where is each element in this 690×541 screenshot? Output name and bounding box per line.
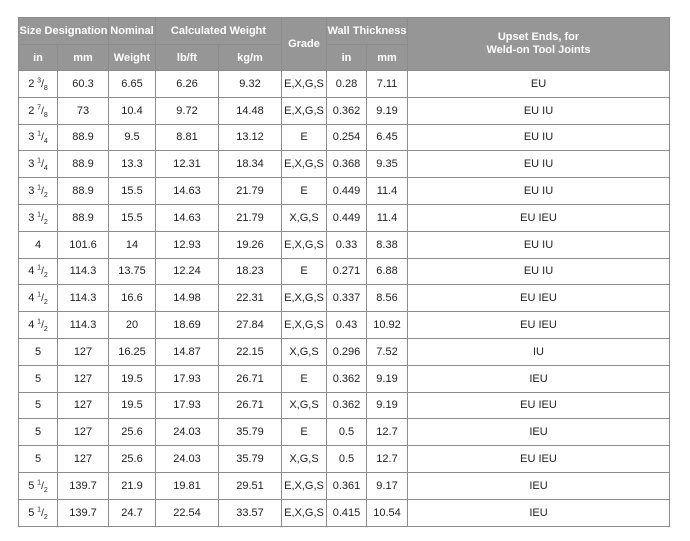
table-row <box>19 204 670 231</box>
wall-mm-cell: 10.54 <box>367 499 408 526</box>
header-upset-line2: Weld-on Tool Joints <box>486 44 591 56</box>
grade-cell: X,G,S <box>282 204 327 231</box>
size-mm-cell: 139.7 <box>58 472 109 499</box>
size-fraction <box>34 291 48 307</box>
header-calculated-weight: Calculated Weight <box>156 18 282 45</box>
grade-cell: X,G,S <box>282 392 327 419</box>
fraction-slash: / <box>41 320 44 332</box>
wall-mm-cell: 6.88 <box>367 258 408 285</box>
size-fraction <box>34 265 48 280</box>
grade-cell: E,X,G,S <box>282 499 327 526</box>
wall-mm-cell: 8.38 <box>367 231 408 258</box>
upset-ends-cell: EU IEU <box>408 392 670 419</box>
kg-per-m-cell: 14.48 <box>219 97 282 124</box>
nominal-weight-cell: 21.9 <box>109 472 156 499</box>
subheader-size-mm: mm <box>58 45 109 71</box>
size-mm-cell: 101.6 <box>58 231 109 258</box>
upset-ends-cell: EU IU <box>408 97 670 124</box>
subheader-nominal-weight: Weight <box>109 45 156 71</box>
wall-in-cell: 0.362 <box>327 365 367 392</box>
wall-in-cell: 0.362 <box>327 392 367 419</box>
wall-mm-cell: 7.52 <box>367 338 408 365</box>
upset-ends-cell: EU IEU <box>408 312 670 339</box>
subheader-size-in: in <box>19 45 58 71</box>
upset-ends-cell: EU IU <box>408 124 670 151</box>
wall-mm-cell: 9.19 <box>367 97 408 124</box>
grade-cell: E,X,G,S <box>282 312 327 339</box>
kg-per-m-cell: 33.57 <box>219 499 282 526</box>
wall-in-cell: 0.415 <box>327 499 367 526</box>
fraction-denominator: 8 <box>43 111 48 119</box>
header-upset-line1: Upset Ends, for <box>497 31 580 43</box>
header-grade: Grade <box>282 18 327 71</box>
fraction-numerator: 1 <box>37 131 42 139</box>
fraction-numerator: 1 <box>37 157 42 165</box>
kg-per-m-cell: 19.26 <box>219 231 282 258</box>
header-upset-ends <box>408 18 670 71</box>
size-whole: 3 <box>28 185 35 198</box>
header-size-designation: Size Designation <box>19 18 109 45</box>
fraction-numerator: 1 <box>37 291 42 299</box>
nominal-weight-cell: 19.5 <box>109 392 156 419</box>
size-mm-cell: 127 <box>58 419 109 446</box>
fraction-numerator: 1 <box>37 318 42 326</box>
table-row <box>19 312 670 339</box>
lb-per-ft-cell: 24.03 <box>156 446 219 473</box>
size-in-cell <box>19 338 58 365</box>
size-in-cell <box>19 392 58 419</box>
size-mm-cell: 139.7 <box>58 499 109 526</box>
fraction-slash: / <box>41 78 44 90</box>
kg-per-m-cell: 18.34 <box>219 151 282 178</box>
table-row <box>19 178 670 205</box>
kg-per-m-cell: 21.79 <box>219 178 282 205</box>
wall-mm-cell: 10.92 <box>367 312 408 339</box>
kg-per-m-cell: 22.31 <box>219 285 282 312</box>
fraction-denominator: 2 <box>43 299 48 307</box>
wall-in-cell: 0.296 <box>327 338 367 365</box>
lb-per-ft-cell: 9.72 <box>156 97 219 124</box>
subheader-wall-in: in <box>327 45 367 71</box>
kg-per-m-cell: 26.71 <box>219 392 282 419</box>
size-whole: 3 <box>28 131 35 144</box>
size-fraction <box>34 318 48 334</box>
grade-cell: E <box>282 419 327 446</box>
fraction-numerator: 7 <box>37 104 42 112</box>
fraction-numerator: 3 <box>37 77 42 85</box>
lb-per-ft-cell: 14.87 <box>156 338 219 365</box>
kg-per-m-cell: 35.79 <box>219 419 282 446</box>
size-in-cell <box>19 151 58 178</box>
nominal-weight-cell: 15.5 <box>109 178 156 205</box>
wall-mm-cell: 12.7 <box>367 419 408 446</box>
header-nominal: Nominal <box>109 18 156 45</box>
fraction-denominator: 2 <box>43 326 48 334</box>
size-whole: 4 <box>34 238 42 251</box>
pipe-spec-table-container <box>18 17 669 527</box>
fraction-denominator: 2 <box>43 218 48 226</box>
lb-per-ft-cell: 8.81 <box>156 124 219 151</box>
size-whole: 5 <box>34 399 42 412</box>
upset-ends-cell: EU IEU <box>408 204 670 231</box>
size-whole: 4 <box>28 265 35 278</box>
lb-per-ft-cell: 12.31 <box>156 151 219 178</box>
lb-per-ft-cell: 14.63 <box>156 178 219 205</box>
size-fraction <box>34 184 48 200</box>
kg-per-m-cell: 29.51 <box>219 472 282 499</box>
lb-per-ft-cell: 17.93 <box>156 392 219 419</box>
fraction-denominator: 2 <box>43 486 48 494</box>
wall-in-cell: 0.449 <box>327 204 367 231</box>
size-mm-cell: 127 <box>58 446 109 473</box>
nominal-weight-cell: 19.5 <box>109 365 156 392</box>
size-mm-cell: 127 <box>58 338 109 365</box>
wall-in-cell: 0.254 <box>327 124 367 151</box>
size-mm-cell: 114.3 <box>58 258 109 285</box>
nominal-weight-cell: 24.7 <box>109 499 156 526</box>
fraction-slash: / <box>41 480 44 492</box>
table-row <box>19 446 670 473</box>
fraction-slash: / <box>41 132 44 144</box>
nominal-weight-cell: 25.6 <box>109 419 156 446</box>
table-row <box>19 151 670 178</box>
wall-in-cell: 0.5 <box>327 446 367 473</box>
table-row <box>19 338 670 365</box>
size-fraction <box>34 131 48 146</box>
size-whole: 2 <box>28 77 35 90</box>
wall-in-cell: 0.5 <box>327 419 367 446</box>
table-row <box>19 285 670 312</box>
fraction-numerator: 1 <box>37 184 42 192</box>
size-whole: 5 <box>28 479 35 492</box>
upset-ends-cell: EU IU <box>408 151 670 178</box>
upset-ends-cell: EU IU <box>408 258 670 285</box>
kg-per-m-cell: 26.71 <box>219 365 282 392</box>
size-in-cell <box>19 312 58 339</box>
size-mm-cell: 88.9 <box>58 178 109 205</box>
lb-per-ft-cell: 24.03 <box>156 419 219 446</box>
wall-mm-cell: 7.11 <box>367 71 408 98</box>
table-row <box>19 392 670 419</box>
size-in-cell <box>19 472 58 499</box>
lb-per-ft-cell: 12.93 <box>156 231 219 258</box>
upset-ends-cell: EU IU <box>408 178 670 205</box>
size-whole: 5 <box>34 426 42 439</box>
upset-ends-cell: EU IEU <box>408 446 670 473</box>
size-in-cell <box>19 365 58 392</box>
size-whole: 5 <box>34 345 42 358</box>
size-fraction <box>34 481 47 492</box>
size-in-cell <box>19 97 58 124</box>
grade-cell: E <box>282 258 327 285</box>
size-mm-cell: 88.9 <box>58 204 109 231</box>
wall-in-cell: 0.271 <box>327 258 367 285</box>
fraction-numerator: 1 <box>37 211 42 219</box>
size-whole: 2 <box>28 104 35 117</box>
grade-cell: E,X,G,S <box>282 97 327 124</box>
lb-per-ft-cell: 17.93 <box>156 365 219 392</box>
table-row <box>19 419 670 446</box>
size-in-cell <box>19 124 58 151</box>
kg-per-m-cell: 18.23 <box>219 258 282 285</box>
table-row <box>19 231 670 258</box>
upset-ends-cell: EU IEU <box>408 285 670 312</box>
subheader-wall-mm: mm <box>367 45 408 71</box>
size-in-cell <box>19 204 58 231</box>
nominal-weight-cell: 9.5 <box>109 124 156 151</box>
lb-per-ft-cell: 12.24 <box>156 258 219 285</box>
nominal-weight-cell: 20 <box>109 312 156 339</box>
size-whole: 3 <box>28 211 35 224</box>
upset-ends-cell: IU <box>408 338 670 365</box>
nominal-weight-cell: 6.65 <box>109 71 156 98</box>
fraction-slash: / <box>41 266 44 278</box>
size-mm-cell: 73 <box>58 97 109 124</box>
subheader-lb-per-ft: lb/ft <box>156 45 219 71</box>
nominal-weight-cell: 16.6 <box>109 285 156 312</box>
wall-mm-cell: 9.17 <box>367 472 408 499</box>
fraction-slash: / <box>41 186 44 198</box>
size-in-cell <box>19 446 58 473</box>
fraction-numerator: 1 <box>37 479 42 487</box>
wall-in-cell: 0.337 <box>327 285 367 312</box>
table-header <box>19 18 670 71</box>
grade-cell: E <box>282 178 327 205</box>
table-row <box>19 124 670 151</box>
wall-in-cell: 0.362 <box>327 97 367 124</box>
size-whole: 5 <box>28 506 35 519</box>
size-mm-cell: 127 <box>58 365 109 392</box>
kg-per-m-cell: 21.79 <box>219 204 282 231</box>
kg-per-m-cell: 9.32 <box>219 71 282 98</box>
lb-per-ft-cell: 19.81 <box>156 472 219 499</box>
upset-ends-cell: EU <box>408 71 670 98</box>
table-body <box>19 71 670 527</box>
grade-cell: E,X,G,S <box>282 151 327 178</box>
size-in-cell <box>19 285 58 312</box>
size-mm-cell: 114.3 <box>58 312 109 339</box>
lb-per-ft-cell: 22.54 <box>156 499 219 526</box>
size-in-cell <box>19 419 58 446</box>
wall-mm-cell: 12.7 <box>367 446 408 473</box>
table-row <box>19 365 670 392</box>
wall-mm-cell: 9.19 <box>367 392 408 419</box>
table-row <box>19 258 670 285</box>
size-whole: 5 <box>34 372 42 385</box>
table-row <box>19 499 670 526</box>
size-in-cell <box>19 258 58 285</box>
size-whole: 3 <box>28 158 35 171</box>
size-mm-cell: 127 <box>58 392 109 419</box>
fraction-numerator: 1 <box>37 265 42 273</box>
size-mm-cell: 88.9 <box>58 124 109 151</box>
size-mm-cell: 88.9 <box>58 151 109 178</box>
grade-cell: X,G,S <box>282 446 327 473</box>
pipe-spec-table <box>18 17 670 527</box>
upset-ends-cell: IEU <box>408 472 670 499</box>
fraction-denominator: 4 <box>43 165 48 173</box>
grade-cell: X,G,S <box>282 338 327 365</box>
upset-ends-cell: IEU <box>408 499 670 526</box>
size-fraction <box>34 157 48 173</box>
header-wall-thickness: Wall Thickness <box>327 18 408 45</box>
fraction-denominator: 2 <box>43 513 48 521</box>
nominal-weight-cell: 14 <box>109 231 156 258</box>
wall-in-cell: 0.449 <box>327 178 367 205</box>
table-row <box>19 71 670 98</box>
table-row <box>19 97 670 124</box>
wall-in-cell: 0.33 <box>327 231 367 258</box>
lb-per-ft-cell: 6.26 <box>156 71 219 98</box>
size-in-cell <box>19 71 58 98</box>
size-fraction <box>34 508 47 519</box>
size-whole: 4 <box>28 319 35 332</box>
upset-ends-cell: IEU <box>408 365 670 392</box>
nominal-weight-cell: 13.75 <box>109 258 156 285</box>
size-in-cell <box>19 499 58 526</box>
size-mm-cell: 114.3 <box>58 285 109 312</box>
fraction-slash: / <box>41 159 44 171</box>
grade-cell: E <box>282 365 327 392</box>
fraction-slash: / <box>41 105 44 117</box>
nominal-weight-cell: 15.5 <box>109 204 156 231</box>
nominal-weight-cell: 25.6 <box>109 446 156 473</box>
size-whole: 5 <box>34 453 42 466</box>
kg-per-m-cell: 13.12 <box>219 124 282 151</box>
size-whole: 4 <box>28 292 35 305</box>
grade-cell: E,X,G,S <box>282 472 327 499</box>
fraction-numerator: 1 <box>37 506 42 514</box>
grade-cell: E <box>282 124 327 151</box>
lb-per-ft-cell: 14.98 <box>156 285 219 312</box>
wall-mm-cell: 9.35 <box>367 151 408 178</box>
fraction-slash: / <box>41 293 44 305</box>
kg-per-m-cell: 27.84 <box>219 312 282 339</box>
wall-in-cell: 0.43 <box>327 312 367 339</box>
fraction-denominator: 2 <box>43 272 48 280</box>
wall-in-cell: 0.368 <box>327 151 367 178</box>
kg-per-m-cell: 35.79 <box>219 446 282 473</box>
nominal-weight-cell: 13.3 <box>109 151 156 178</box>
fraction-denominator: 4 <box>43 138 48 146</box>
wall-mm-cell: 6.45 <box>367 124 408 151</box>
fraction-slash: / <box>41 212 44 224</box>
size-in-cell <box>19 231 58 258</box>
wall-mm-cell: 11.4 <box>367 178 408 205</box>
subheader-kg-per-m: kg/m <box>219 45 282 71</box>
upset-ends-cell: EU IU <box>408 231 670 258</box>
wall-in-cell: 0.361 <box>327 472 367 499</box>
wall-mm-cell: 11.4 <box>367 204 408 231</box>
upset-ends-cell: IEU <box>408 419 670 446</box>
lb-per-ft-cell: 18.69 <box>156 312 219 339</box>
size-fraction <box>34 106 47 117</box>
fraction-slash: / <box>41 507 44 519</box>
wall-in-cell: 0.28 <box>327 71 367 98</box>
nominal-weight-cell: 16.25 <box>109 338 156 365</box>
grade-cell: E,X,G,S <box>282 231 327 258</box>
wall-mm-cell: 9.19 <box>367 365 408 392</box>
fraction-denominator: 2 <box>43 192 48 200</box>
kg-per-m-cell: 22.15 <box>219 338 282 365</box>
fraction-denominator: 8 <box>43 84 48 92</box>
grade-cell: E,X,G,S <box>282 285 327 312</box>
wall-mm-cell: 8.56 <box>367 285 408 312</box>
nominal-weight-cell: 10.4 <box>109 97 156 124</box>
grade-cell: E,X,G,S <box>282 71 327 98</box>
size-mm-cell: 60.3 <box>58 71 109 98</box>
lb-per-ft-cell: 14.63 <box>156 204 219 231</box>
table-row <box>19 472 670 499</box>
size-fraction <box>34 213 47 224</box>
size-in-cell <box>19 178 58 205</box>
size-fraction <box>34 79 47 90</box>
